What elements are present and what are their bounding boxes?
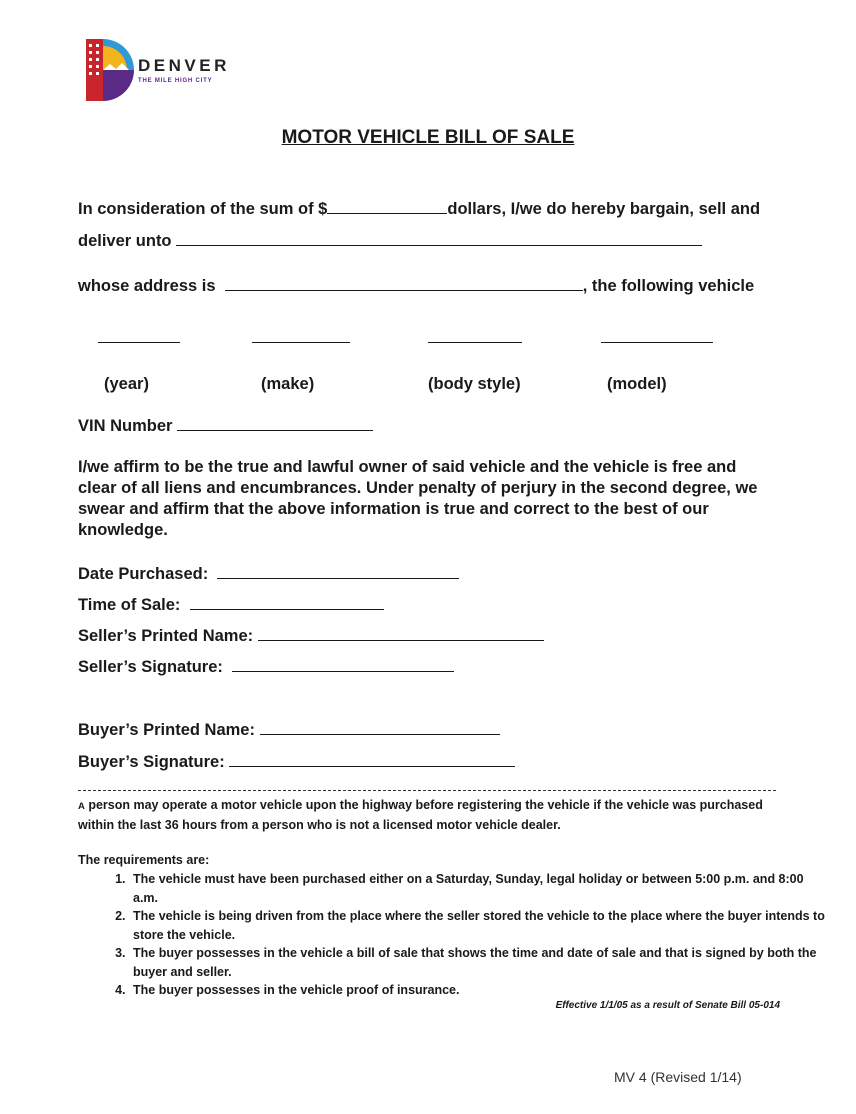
logo-wordmark: DENVER — [138, 56, 230, 75]
consideration-prefix: In consideration of the sum of $ — [78, 200, 328, 218]
notice-paragraph — [78, 796, 784, 835]
requirement-item: 2. The vehicle is being driven from the place where the seller stored the vehicle to the place where the buyer intends to store the vehicle. — [129, 907, 829, 944]
address-label: whose address is — [78, 277, 216, 295]
requirement-item: 3. The buyer possesses in the vehicle a bill of sale that shows the time and date of sale and that is signed by both the buyer and seller. — [129, 944, 829, 981]
vin-line — [78, 416, 373, 436]
model-label: (model) — [607, 375, 667, 393]
requirement-item: 4. The buyer possesses in the vehicle proof of insurance. — [129, 981, 829, 1000]
deliver-line — [78, 231, 702, 251]
body-style-label: (body style) — [428, 375, 521, 393]
seller-printed-name-label: Seller’s Printed Name: — [78, 627, 254, 645]
denver-logo-mark-icon — [84, 36, 136, 104]
seller-printed-name-blank[interactable] — [258, 626, 544, 641]
notice-first-letter: A — [78, 801, 85, 812]
page-title: MOTOR VEHICLE BILL OF SALE — [281, 127, 575, 148]
seller-printed-name-line — [78, 626, 544, 646]
vin-label: VIN Number — [78, 417, 173, 435]
make-label: (make) — [261, 375, 315, 393]
year-label: (year) — [104, 375, 149, 393]
denver-logo — [84, 36, 244, 106]
affirmation-paragraph: I/we affirm to be the true and lawful owner of said vehicle and the vehicle is free and clear of all liens and encumbrances. Under penalty of perjury in the second degree, we swear and affirm that the above information is true and correct to the best of our knowledge. — [78, 458, 758, 539]
consideration-suffix: dollars, I/we do hereby bargain, sell and — [447, 200, 761, 218]
form-number: MV 4 (Revised 1/14) — [614, 1069, 742, 1085]
consideration-line — [78, 199, 760, 219]
deliver-label: deliver unto — [78, 232, 172, 250]
date-purchased-blank[interactable] — [217, 564, 459, 579]
requirement-item: 1. The vehicle must have been purchased either on a Saturday, Sunday, legal holiday or between 5:00 p.m. and 8:00 a.m. — [129, 870, 829, 907]
buyer-signature-line — [78, 752, 515, 772]
effective-note: Effective 1/1/05 as a result of Senate Bill 05-014 — [555, 1000, 780, 1011]
sum-blank[interactable] — [327, 199, 447, 214]
notice-text: person may operate a motor vehicle upon the highway before registering the vehicle if the vehicle was purchased within the last 36 hours from a person who is not a licensed motor vehicle dealer. — [78, 798, 763, 832]
address-line — [78, 276, 754, 296]
model-blank[interactable] — [601, 328, 713, 343]
date-purchased-line — [78, 564, 459, 584]
year-blank[interactable] — [98, 328, 180, 343]
logo-tagline: THE MILE HIGH CITY — [138, 78, 213, 84]
body-style-blank[interactable] — [428, 328, 522, 343]
address-blank[interactable] — [225, 276, 583, 291]
requirements-heading: The requirements are: — [78, 853, 210, 867]
buyer-printed-name-blank[interactable] — [260, 720, 500, 735]
buyer-printed-name-label: Buyer’s Printed Name: — [78, 721, 255, 739]
buyer-name-blank[interactable] — [176, 231, 702, 246]
make-blank[interactable] — [252, 328, 350, 343]
requirements-list — [78, 870, 829, 1000]
buyer-signature-label: Buyer’s Signature: — [78, 753, 225, 771]
vin-blank[interactable] — [177, 416, 373, 431]
time-of-sale-line — [78, 595, 384, 615]
time-of-sale-label: Time of Sale: — [78, 596, 181, 614]
date-purchased-label: Date Purchased: — [78, 565, 209, 583]
dashed-divider — [78, 790, 776, 791]
address-suffix: , the following vehicle — [582, 277, 755, 295]
time-of-sale-blank[interactable] — [190, 595, 384, 610]
seller-signature-line — [78, 657, 454, 677]
seller-signature-label: Seller’s Signature: — [78, 658, 223, 676]
buyer-printed-name-line — [78, 720, 500, 740]
seller-signature-blank[interactable] — [232, 657, 454, 672]
buyer-signature-blank[interactable] — [229, 752, 515, 767]
